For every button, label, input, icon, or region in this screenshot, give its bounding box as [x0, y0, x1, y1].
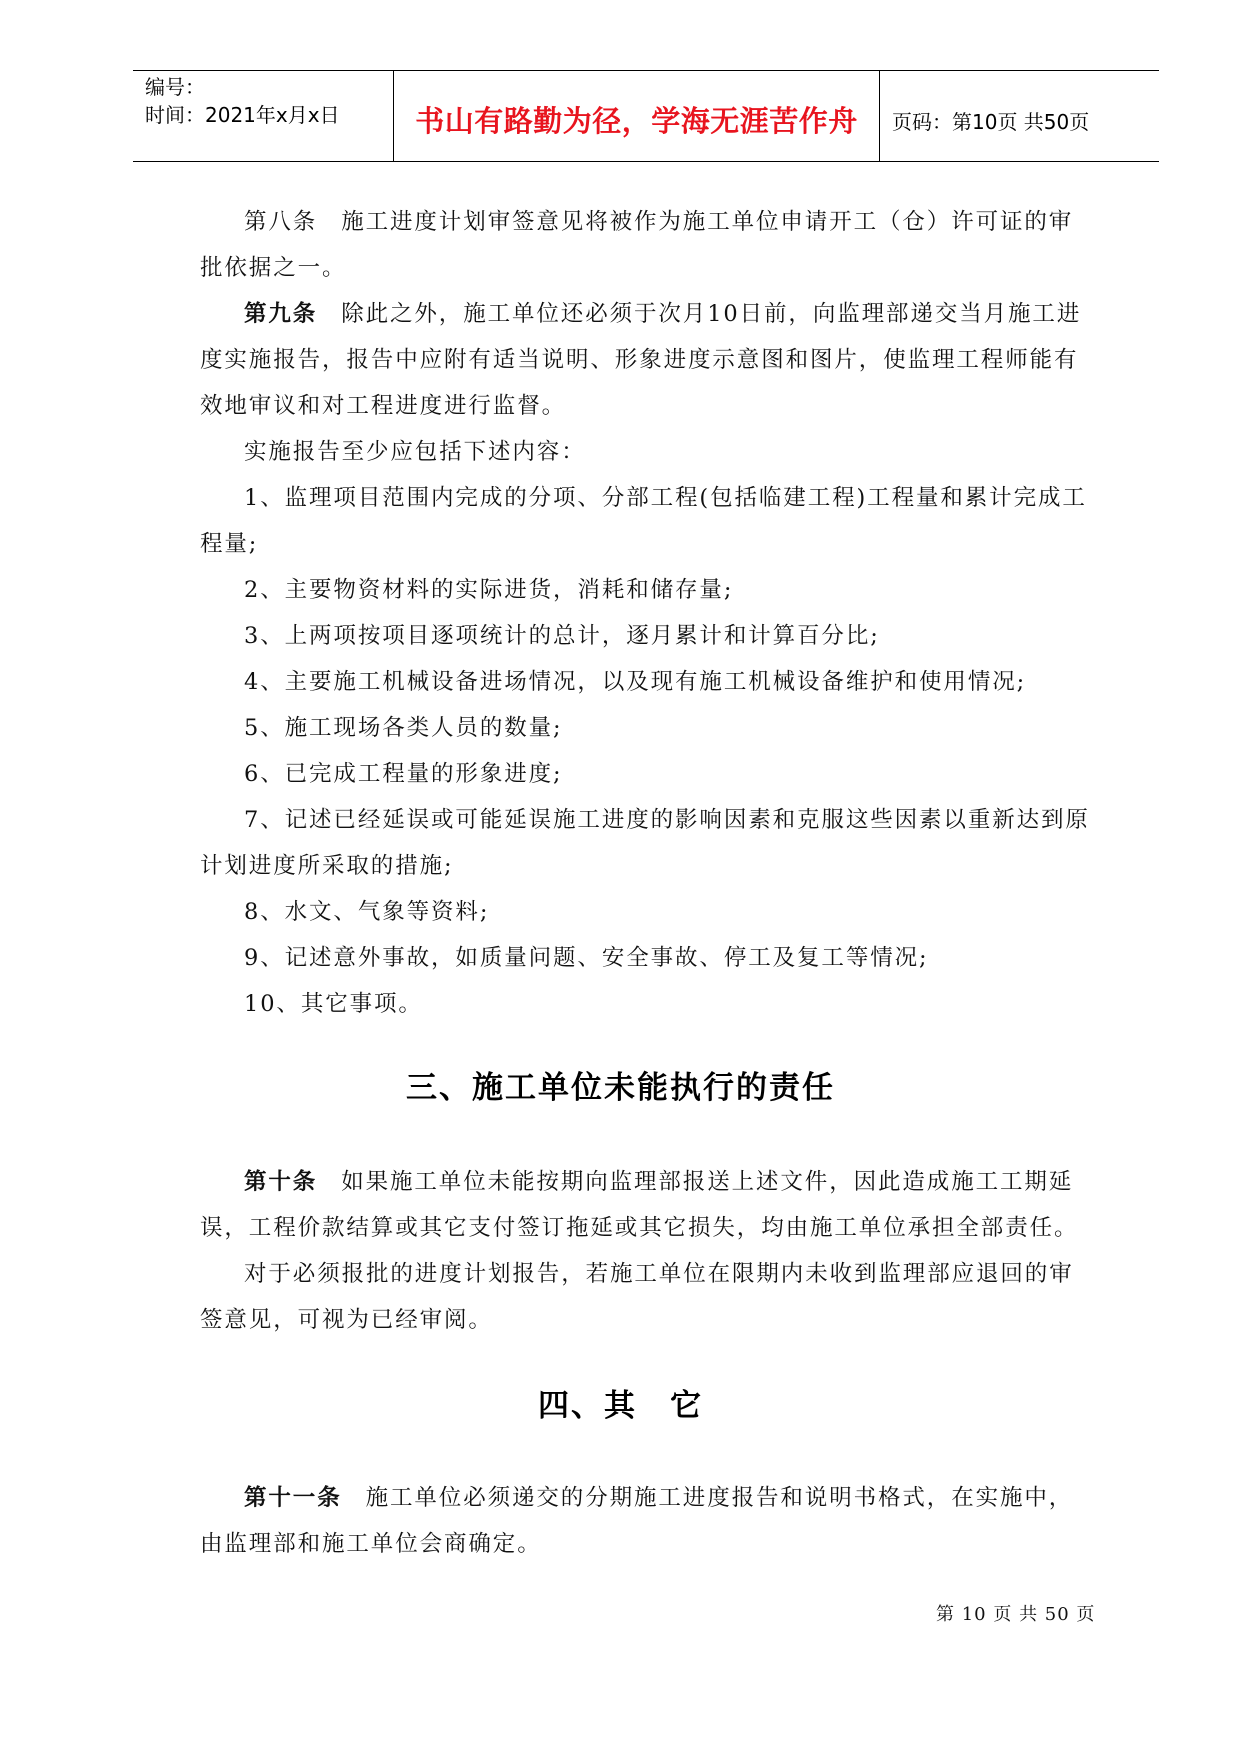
list-item-1-line-1: 1、监理项目范围内完成的分项、分部工程(包括临建工程)工程量和累计完成工 [244, 485, 1087, 511]
article-9-line-2: 度实施报告，报告中应附有适当说明、形象进度示意图和图片，使监理工程师能有 [200, 347, 1079, 373]
article-11-line-1: 第十一条 施工单位必须递交的分期施工进度报告和说明书格式，在实施中， [244, 1485, 1074, 1511]
article-10-para-2-line-2: 签意见，可视为已经审阅。 [200, 1307, 493, 1333]
document-body [200, 0, 1100, 1755]
article-8-line-2: 批依据之一。 [200, 255, 347, 281]
header-page-label: 页码：第10页 共50页 [892, 109, 1090, 134]
article-11-line-2: 由监理部和施工单位会商确定。 [200, 1531, 542, 1557]
list-item-7-line-2: 计划进度所采取的措施; [200, 853, 454, 879]
list-item-10: 10、其它事项。 [244, 991, 423, 1017]
report-intro: 实施报告至少应包括下述内容： [244, 439, 586, 465]
list-item-1-line-2: 程量; [200, 531, 259, 557]
list-item-9: 9、记述意外事故，如质量问题、安全事故、停工及复工等情况; [244, 945, 929, 971]
article-9-line-3: 效地审议和对工程进度进行监督。 [200, 393, 567, 419]
section-3-heading: 三、施工单位未能执行的责任 [406, 1070, 835, 1106]
article-10-para-2-line-1: 对于必须报批的进度计划报告，若施工单位在限期内未收到监理部应退回的审 [244, 1261, 1074, 1287]
list-item-7-line-1: 7、记述已经延误或可能延误施工进度的影响因素和克服这些因素以重新达到原 [244, 807, 1090, 833]
article-9-label: 第九条 [244, 301, 318, 327]
list-item-6: 6、已完成工程量的形象进度; [244, 761, 563, 787]
article-8-line-1: 第八条 施工进度计划审签意见将被作为施工单位申请开工（仓）许可证的审 [244, 209, 1074, 235]
list-item-8: 8、水文、气象等资料; [244, 899, 490, 925]
code-label: 编号： [145, 75, 205, 99]
article-10-label: 第十条 [244, 1169, 318, 1195]
list-item-2: 2、主要物资材料的实际进货，消耗和储存量; [244, 577, 734, 603]
section-4-heading: 四、其 它 [538, 1388, 703, 1424]
article-9-line-1: 第九条 除此之外，施工单位还必须于次月10日前，向监理部递交当月施工进 [244, 301, 1082, 327]
list-item-3: 3、上两项按项目逐项统计的总计，逐月累计和计算百分比; [244, 623, 880, 649]
header-motto: 书山有路勤为径，学海无涯苦作舟 [394, 71, 880, 161]
time-label: 时间：2021年x月x日 [145, 103, 340, 127]
article-11-label: 第十一条 [244, 1485, 342, 1511]
list-item-5: 5、施工现场各类人员的数量; [244, 715, 563, 741]
article-10-line-2: 误，工程价款结算或其它支付签订拖延或其它损失，均由施工单位承担全部责任。 [200, 1215, 1079, 1241]
list-item-4: 4、主要施工机械设备进场情况，以及现有施工机械设备维护和使用情况; [244, 669, 1027, 695]
article-10-line-1: 第十条 如果施工单位未能按期向监理部报送上述文件，因此造成施工工期延 [244, 1169, 1074, 1195]
article-8-label: 第八条 [244, 209, 318, 235]
page-footer: 第 10 页 共 50 页 [936, 1604, 1096, 1625]
